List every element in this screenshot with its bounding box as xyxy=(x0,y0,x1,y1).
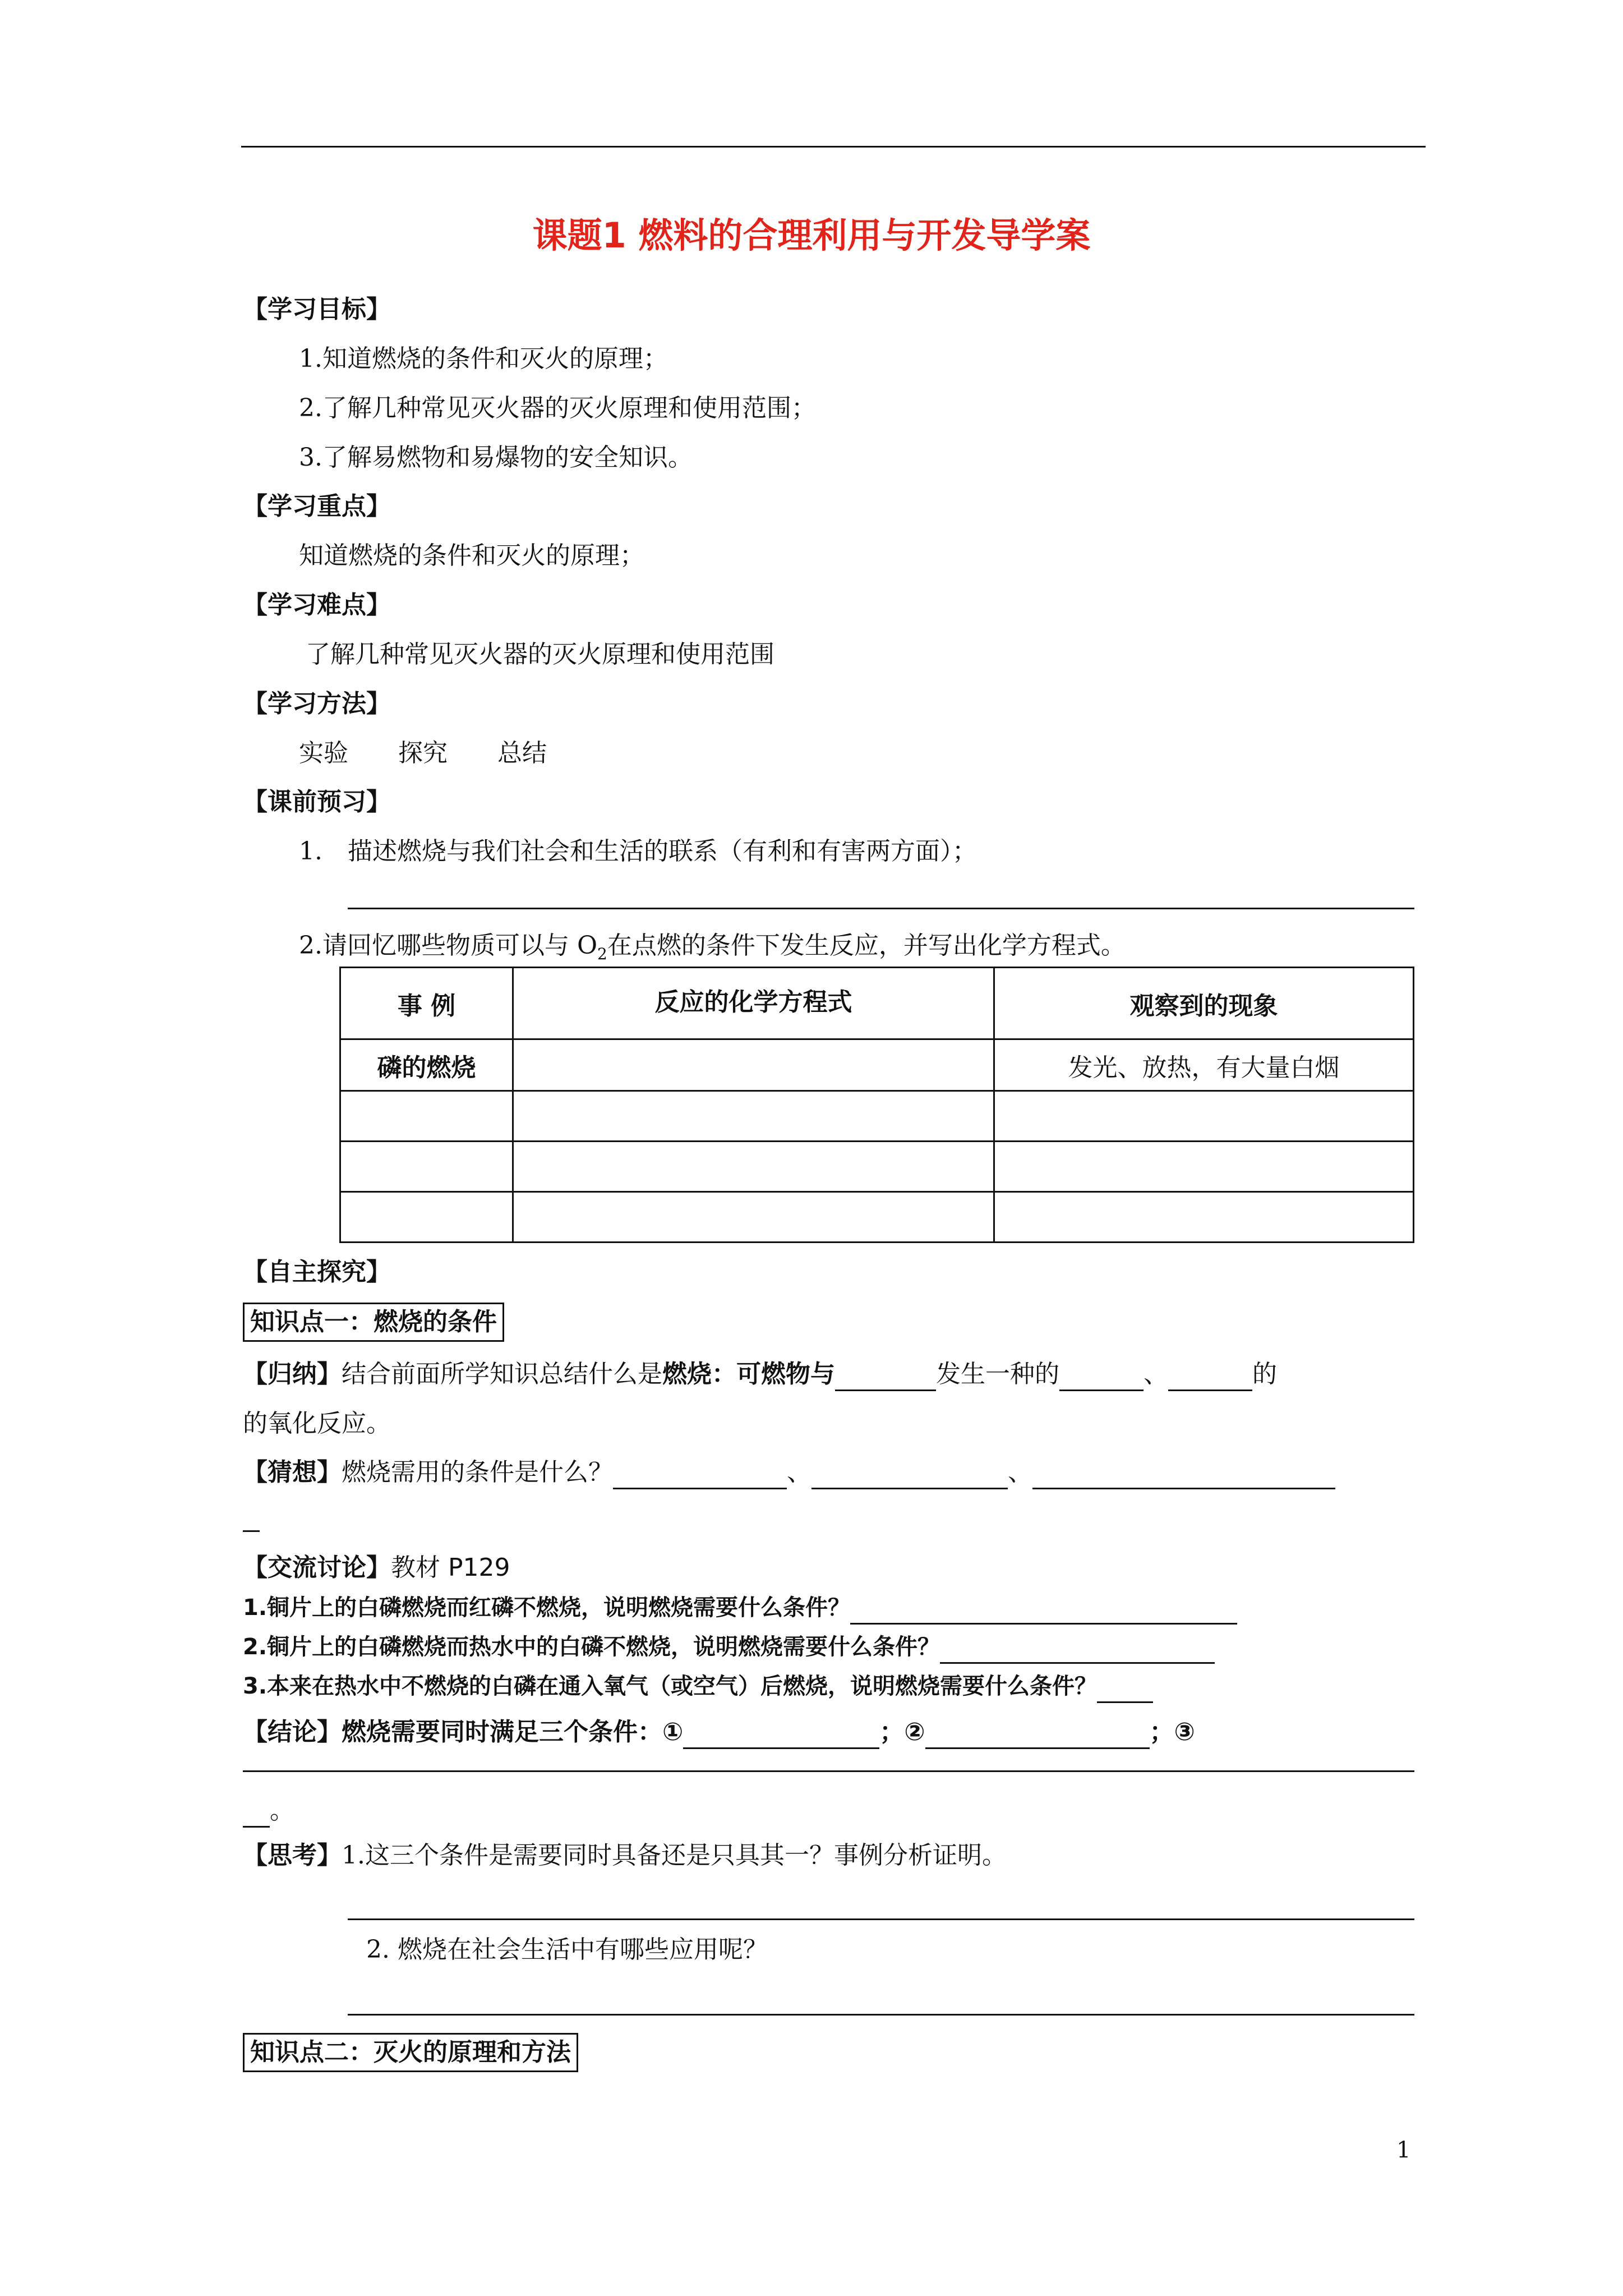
conclusion-line xyxy=(243,1715,1195,1749)
table-cell[interactable] xyxy=(513,1142,994,1192)
guess-text: 燃烧需用的条件是什么？ xyxy=(342,1458,613,1487)
fill-blank[interactable] xyxy=(683,1722,879,1749)
table-header-example: 事 例 xyxy=(340,968,513,1039)
table-row xyxy=(340,1039,1414,1091)
page-title: 课题1 燃料的合理利用与开发导学案 xyxy=(532,215,1091,256)
conclusion-text: 燃烧需要同时满足三个条件：① xyxy=(342,1718,684,1746)
discussion-label: 【交流讨论】 xyxy=(243,1553,391,1582)
focus-text: 知道燃烧的条件和灭火的原理； xyxy=(299,541,644,570)
preview-q1-number: 1. xyxy=(299,837,322,866)
answer-line xyxy=(348,2014,1414,2016)
separator: 、 xyxy=(787,1458,811,1487)
summary-text: 结合前面所学知识总结什么是 xyxy=(342,1360,662,1388)
guess-line xyxy=(243,1456,1335,1489)
method-heading: 【学习方法】 xyxy=(243,689,391,718)
conclusion-end xyxy=(243,1794,294,1828)
method-item: 总结 xyxy=(497,739,547,767)
explore-heading: 【自主探究】 xyxy=(243,1258,391,1286)
discussion-text: 1.铜片上的白磷燃烧而红磷不燃烧，说明燃烧需要什么条件？ xyxy=(243,1595,851,1621)
table-row xyxy=(340,1091,1414,1142)
preview-q1: 描述燃烧与我们社会和生活的联系（有利和有害两方面）； xyxy=(348,837,977,866)
discussion-text: 2.铜片上的白磷燃烧而热水中的白磷不燃烧，说明燃烧需要什么条件？ xyxy=(243,1634,940,1660)
summary-line xyxy=(243,1358,1277,1391)
blank-tail xyxy=(243,1530,260,1532)
table-cell[interactable] xyxy=(340,1142,513,1192)
table-cell: 发光、放热，有大量白烟 xyxy=(994,1039,1414,1091)
fill-blank[interactable] xyxy=(835,1364,936,1391)
summary-text: ：可燃物与 xyxy=(712,1360,835,1388)
think-question-1: 1.这三个条件是需要同时具备还是只具其一？事例分析证明。 xyxy=(342,1841,1007,1870)
fill-blank[interactable] xyxy=(850,1597,1237,1625)
preview-q2-subscript: 2 xyxy=(597,944,607,963)
table-cell[interactable] xyxy=(994,1142,1414,1192)
separator: 、 xyxy=(1008,1458,1032,1487)
summary-continuation: 的氧化反应。 xyxy=(243,1409,391,1438)
header-rule xyxy=(241,146,1426,148)
fill-blank[interactable] xyxy=(1032,1462,1335,1489)
fill-blank[interactable] xyxy=(940,1636,1215,1664)
think-line xyxy=(243,1839,1007,1872)
discussion-item xyxy=(243,1630,1215,1664)
preview-q2-part2: 在点燃的条件下发生反应，并写出化学方程式。 xyxy=(607,931,1126,960)
table-row xyxy=(340,1142,1414,1192)
table-cell[interactable] xyxy=(340,1192,513,1243)
think-label: 【思考】 xyxy=(243,1841,342,1870)
fill-blank[interactable] xyxy=(925,1722,1150,1749)
preview-q2 xyxy=(299,929,1126,971)
goals-heading: 【学习目标】 xyxy=(243,295,391,324)
table-cell[interactable] xyxy=(513,1091,994,1142)
table-cell: 磷的燃烧 xyxy=(340,1039,513,1091)
think-question-2: 2. 燃烧在社会生活中有哪些应用呢？ xyxy=(366,1935,768,1964)
separator: ；② xyxy=(879,1718,925,1746)
summary-text: 、 xyxy=(1144,1360,1168,1388)
fill-blank[interactable] xyxy=(1168,1364,1252,1391)
table-cell[interactable] xyxy=(513,1192,994,1243)
method-item: 实验 xyxy=(299,739,348,767)
difficulty-heading: 【学习难点】 xyxy=(243,591,391,619)
goal-item: 3.了解易燃物和易爆物的安全知识。 xyxy=(299,443,693,472)
table-row xyxy=(340,1192,1414,1243)
reaction-table xyxy=(339,967,1414,1243)
summary-bold: 燃烧 xyxy=(662,1360,712,1388)
guess-label: 【猜想】 xyxy=(243,1458,342,1487)
table-header-equation: 反应的化学方程式 xyxy=(513,968,994,1039)
difficulty-text: 了解几种常见灭火器的灭火原理和使用范围 xyxy=(306,640,774,669)
knowledge-point-2: 知识点二：灭火的原理和方法 xyxy=(243,2033,578,2072)
table-cell[interactable] xyxy=(340,1091,513,1142)
discussion-reference: 教材 P129 xyxy=(391,1553,510,1582)
discussion-item xyxy=(243,1591,1237,1625)
table-header-phenomenon: 观察到的现象 xyxy=(994,968,1414,1039)
answer-line xyxy=(243,1770,1414,1772)
table-cell[interactable] xyxy=(994,1091,1414,1142)
answer-line xyxy=(348,1918,1414,1920)
summary-label: 【归纳】 xyxy=(243,1360,342,1388)
fill-blank[interactable] xyxy=(1097,1676,1153,1703)
goal-item: 1.知道燃烧的条件和灭火的原理； xyxy=(299,344,668,373)
discussion-line xyxy=(243,1551,510,1585)
conclusion-end-mark: 。 xyxy=(270,1796,294,1825)
fill-blank[interactable] xyxy=(243,1800,270,1828)
summary-text: 发生一种的 xyxy=(936,1360,1059,1388)
preview-q2-part1: 2.请回忆哪些物质可以与 O xyxy=(299,931,598,960)
answer-line xyxy=(348,908,1414,909)
page-number: 1 xyxy=(1396,2137,1411,2163)
knowledge-point-1: 知识点一：燃烧的条件 xyxy=(243,1303,504,1342)
fill-blank[interactable] xyxy=(613,1462,787,1489)
separator: ；③ xyxy=(1149,1718,1195,1746)
discussion-text: 3.本来在热水中不燃烧的白磷在通入氧气（或空气）后燃烧，说明燃烧需要什么条件？ xyxy=(243,1673,1098,1699)
summary-text: 的 xyxy=(1252,1360,1277,1388)
method-item: 探究 xyxy=(398,739,448,767)
goal-item: 2.了解几种常见灭火器的灭火原理和使用范围； xyxy=(299,394,816,422)
preview-heading: 【课前预习】 xyxy=(243,788,391,816)
fill-blank[interactable] xyxy=(811,1462,1008,1489)
conclusion-label: 【结论】 xyxy=(243,1718,342,1746)
focus-heading: 【学习重点】 xyxy=(243,492,391,521)
discussion-item xyxy=(243,1669,1153,1703)
fill-blank[interactable] xyxy=(1059,1364,1144,1391)
table-cell[interactable] xyxy=(513,1039,994,1091)
table-cell[interactable] xyxy=(994,1192,1414,1243)
